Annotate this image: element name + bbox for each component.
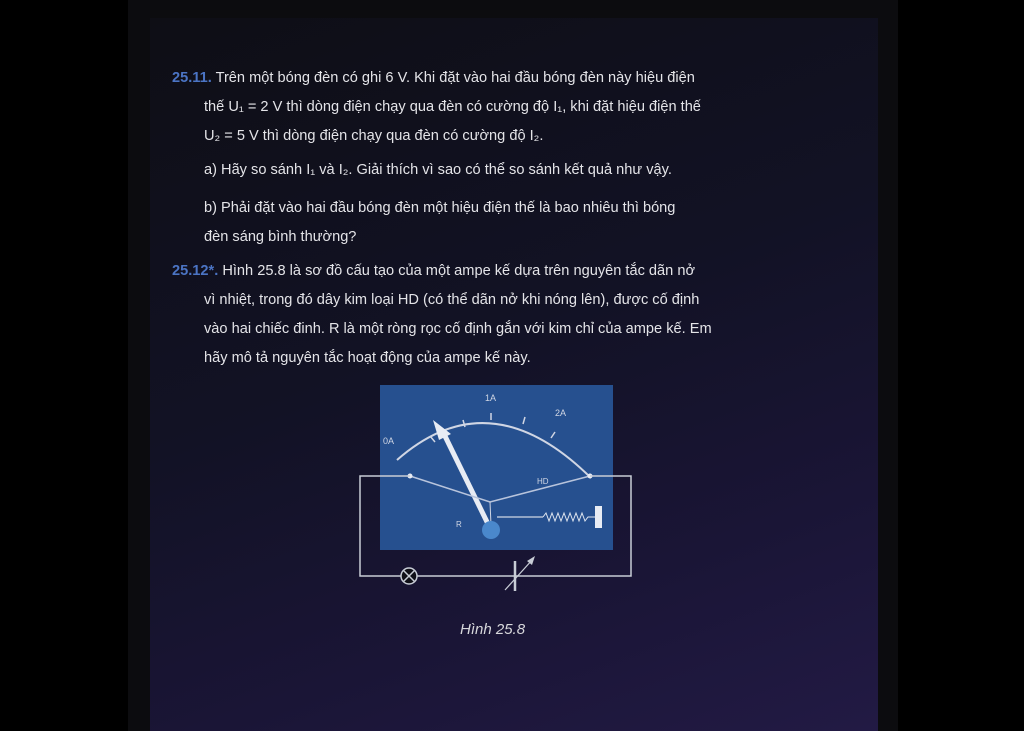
exercise-text [172,64,832,373]
scale-label-1a: 1A [485,393,497,403]
wire-label-hd: HD [537,477,549,486]
rheostat-arrow [505,559,533,590]
part-b-line: đèn sáng bình thường? [204,229,357,245]
ammeter-diagram [355,380,645,595]
pulley-label-r: R [456,520,462,529]
exercise-line: thế U₁ = 2 V thì dòng điện chạy qua đèn có cường độ I₁, khi đặt hiệu điện thế [204,99,701,115]
figure-caption: Hình 25.8 [460,621,526,638]
scale-label-2a: 2A [555,408,567,418]
pulley-r [482,521,500,539]
exercise-line: vào hai chiếc đinh. R là một ròng rọc cố định gắn với kim chỉ của ampe kế. Em [204,321,712,337]
part-b-line: b) Phải đặt vào hai đầu bóng đèn một hiệu điện thế là bao nhiêu thì bóng [204,200,676,216]
part-a: a) Hãy so sánh I₁ và I₂. Giải thích vì sao có thể so sánh kết quả như vậy. [204,162,672,178]
exercise-25-11 [172,64,832,252]
exercise-25-12 [172,257,832,373]
exercise-line: Hình 25.8 là sơ đồ cấu tạo của một ampe kế dựa trên nguyên tắc dãn nở [222,263,696,279]
spring-anchor [595,506,602,528]
exercise-line: hãy mô tả nguyên tắc hoạt động của ampe kế này. [204,350,531,366]
exercise-line: U₂ = 5 V thì dòng điện chạy qua đèn có cường độ I₂. [204,128,544,144]
exercise-number: 25.11. [172,70,212,86]
exercise-line: Trên một bóng đèn có ghi 6 V. Khi đặt vào hai đầu bóng đèn này hiệu điện [215,70,695,86]
exercise-line: vì nhiệt, trong đó dây kim loại HD (có thể dãn nở khi nóng lên), được cố định [204,292,700,308]
scale-label-0a: 0A [383,436,395,446]
exercise-number: 25.12*. [172,263,219,279]
